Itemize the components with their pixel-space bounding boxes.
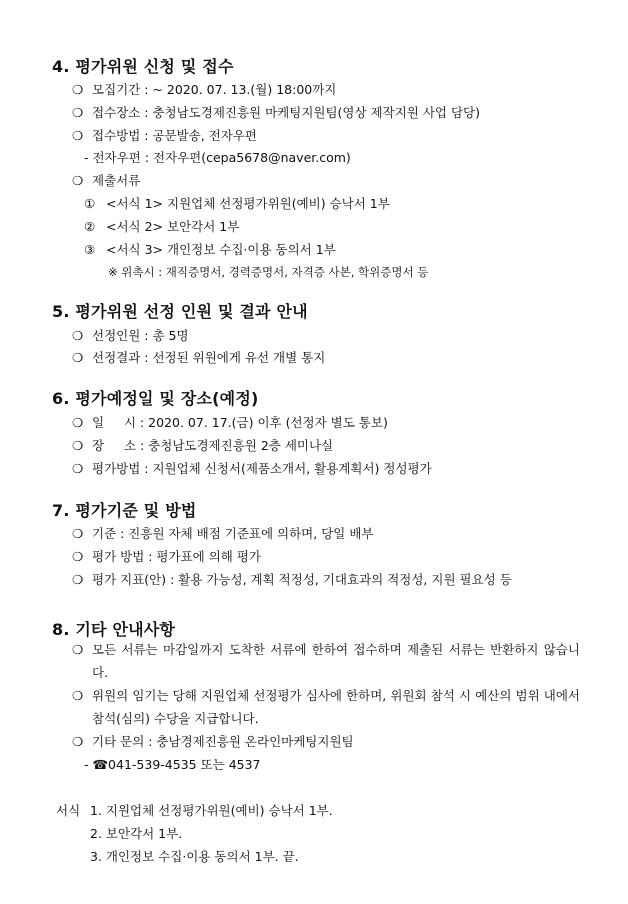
s6-item-date: ❍ 일 시 : 2020. 07. 17.(금) 이후 (선정자 별도 통보) [72,415,388,430]
forms-footer-item-2: 2. 보안각서 1부. [90,826,183,841]
s8-item-term: ❍ 위원의 임기는 당해 지원업체 선정평가 심사에 한하며, 위원회 참석 시 예산의 범위 내에서 참석(심의) 수당을 지급합니다. [72,688,580,726]
forms-footer-item-3: 3. 개인정보 수집·이용 동의서 1부. 끝. [90,849,299,864]
s5-item-count: ❍ 선정인원 : 총 5명 [72,328,189,343]
section-5-title: 5. 평가위원 선정 인원 및 결과 안내 [52,302,308,321]
s4-form-1: ① <서식 1> 지원업체 선정평가위원(예비) 승낙서 1부 [84,196,390,211]
s6-item-method: ❍ 평가방법 : 지원업체 신청서(제품소개서, 활용계획서) 정성평가 [72,461,432,476]
s4-item-period: ❍ 모집기간 : ~ 2020. 07. 13.(월) 18:00까지 [72,82,337,97]
s4-form-2: ② <서식 2> 보안각서 1부 [84,219,240,234]
section-7-title: 7. 평가기준 및 방법 [52,501,197,520]
s6-item-place: ❍ 장 소 : 충청남도경제진흥원 2층 세미나실 [72,438,334,453]
s8-item-documents: ❍ 모든 서류는 마감일까지 도착한 서류에 한하여 접수하며 제출된 서류는 반환하지 않습니다. [72,642,580,680]
s4-item-method: ❍ 접수방법 : 공문발송, 전자우편 [72,128,258,143]
forms-footer-label: 서식 [56,803,81,818]
s8-phone: - ☎041-539-4535 또는 4537 [84,757,261,772]
s8-item-contact: ❍ 기타 문의 : 충남경제진흥원 온라인마케팅지원팀 [72,734,354,749]
section-6-title: 6. 평가예정일 및 장소(예정) [52,389,259,408]
section-4-title: 4. 평가위원 신청 및 접수 [52,57,234,76]
s4-note: ※ 위촉시 : 재직증명서, 경력증명서, 자격증 사본, 학위증명서 등 [108,265,429,279]
s4-email: - 전자우편 : 전자우편(cepa5678@naver.com) [84,150,351,165]
s5-item-result: ❍ 선정결과 : 선정된 위원에게 유선 개별 통지 [72,350,326,365]
section-8-title: 8. 기타 안내사항 [52,620,176,639]
s4-item-place: ❍ 접수장소 : 충청남도경제진흥원 마케팅지원팀(영상 제작지원 사업 담당) [72,105,480,120]
forms-footer-item-1: 1. 지원업체 선정평가위원(예비) 승낙서 1부. [90,803,333,818]
s7-item-method: ❍ 평가 방법 : 평가표에 의해 평가 [72,549,261,564]
s4-form-3: ③ <서식 3> 개인정보 수집·이용 동의서 1부 [84,242,336,257]
s7-item-indicators: ❍ 평가 지표(안) : 활용 가능성, 계획 적정성, 기대효과의 적정성, 지원 필요성 등 [72,572,512,587]
s7-item-criteria: ❍ 기준 : 진흥원 자체 배점 기준표에 의하며, 당일 배부 [72,526,374,541]
s4-docs-label: ❍ 제출서류 [72,173,141,188]
